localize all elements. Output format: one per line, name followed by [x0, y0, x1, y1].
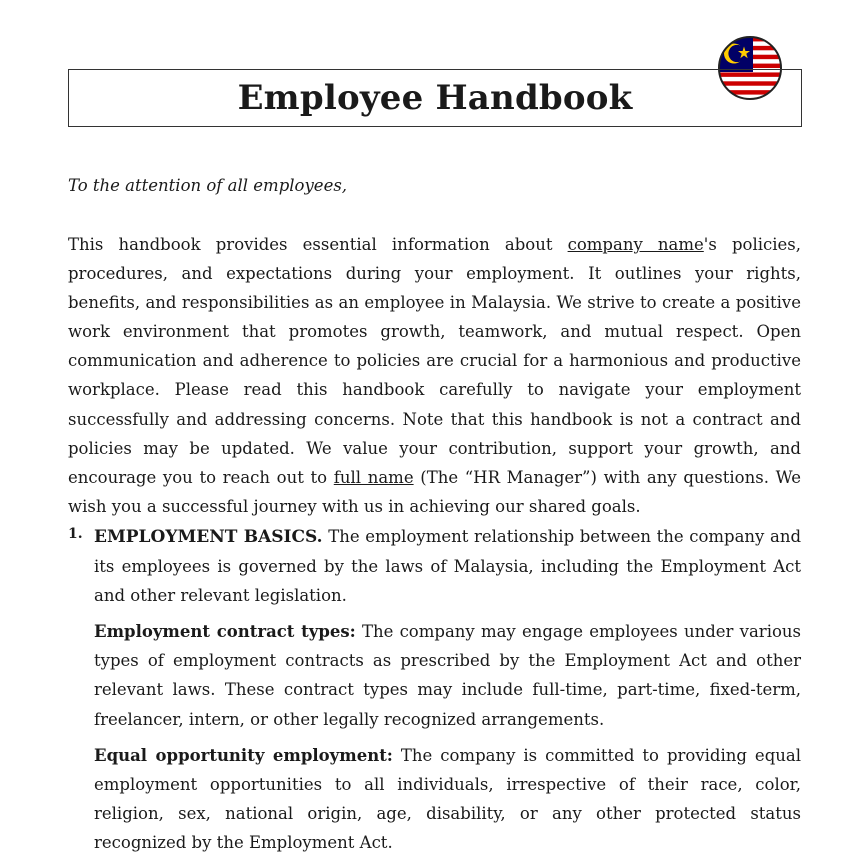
section-number: 1. [68, 526, 83, 542]
intro-paragraph [68, 230, 801, 521]
subsection-label: Employment contract types: [94, 622, 356, 642]
intro-text: (The “HR Manager”) with any questions. We wish you a successful journey with us in achieving our shared goals. [68, 467, 801, 516]
subsection-equal-opportunity [94, 741, 801, 857]
subsection-label: Equal opportunity employment: [94, 745, 393, 765]
subsection-text: The company is committed to providing equal employment opportunities to all individuals, irrespective of their race, color, religion, sex, national origin, age, disability, or any other protected status recognized by the Employment Act. [94, 745, 801, 852]
subsection-text: The company may engage employees under various types of employment contracts as prescribed by the Employment Act and other relevant laws. These contract types may include full-time, part-time, fixed-term, freelancer, intern, or other legally recognized arrangements. [94, 622, 801, 729]
intro-text: This handbook provides essential information about [68, 235, 568, 254]
full-name-placeholder: full name [333, 467, 414, 487]
document-title: Employee Handbook [237, 78, 633, 118]
intro-text: 's policies, procedures, and expectations during your employment. It outlines your rights, benefits, and responsibilities as an employee in Malaysia. We strive to create a positive work environment that promotes growth, teamwork, and mutual respect. Open communication and adherence to policies are crucial for a harmonious and productive workplace. Please read this handbook carefully to navigate your employment successfully and addressing concerns. Note that this handbook is not a contract and policies may be updated. We value your contribution, support your growth, and encourage you to reach out to [68, 235, 801, 487]
section-body [94, 522, 801, 857]
section-employment-basics [68, 522, 801, 864]
section-heading: EMPLOYMENT BASICS. [94, 527, 323, 547]
section-intro [94, 522, 801, 610]
title-box [68, 69, 802, 127]
salutation: To the attention of all employees, [68, 176, 348, 195]
company-name-placeholder: company name [567, 235, 704, 254]
section-text: The employment relationship between the company and its employees is governed by the laws of Malaysia, including the Employment Act and other relevant legislation. [94, 527, 802, 606]
subsection-contract-types [94, 617, 801, 733]
